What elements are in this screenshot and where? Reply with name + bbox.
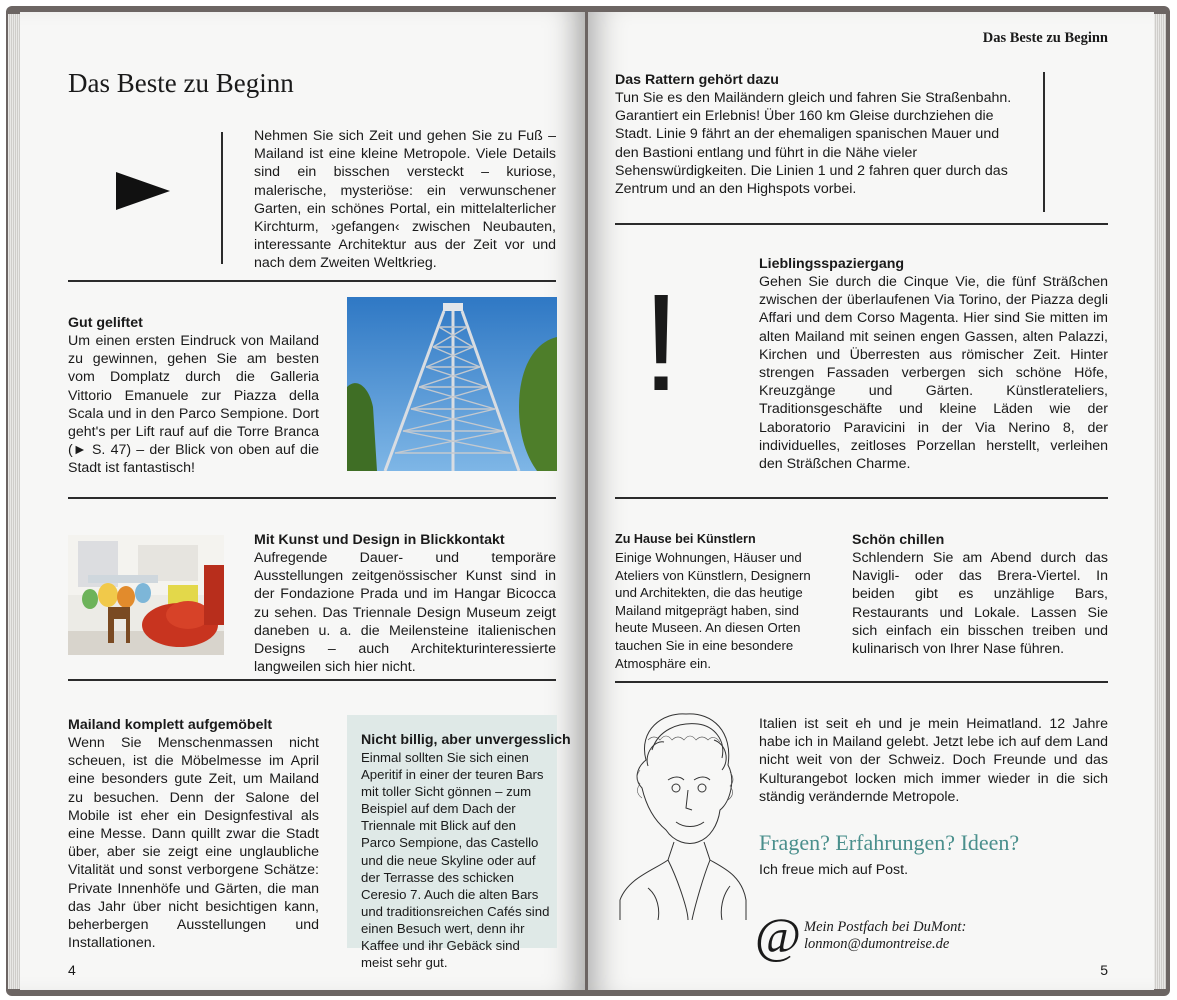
section-rule (615, 223, 1108, 225)
author-text: Italien ist seit eh und je mein Heimatland. 12 Jahre habe ich in Mailand gelebt. Jetzt lebe ich auf dem Land nicht weit von der Schweiz. Doch Freunde und das Kulturangebot locken mich immer wieder in die sich ständig verändernde Metropole. (759, 716, 1108, 805)
lieblings-title: Lieblingsspaziergang (759, 256, 905, 272)
left-page (20, 12, 585, 990)
mail-address-link[interactable]: lonmon@dumontreise.de (804, 936, 950, 952)
page-edges-right (1152, 14, 1166, 989)
mailand-komplett-title: Mailand komplett aufgemöbelt (68, 717, 273, 733)
kuenstler-title: Zu Hause bei Künstlern (615, 532, 756, 546)
author-portrait-sketch (618, 710, 748, 920)
page-number: 5 (1100, 962, 1108, 978)
section-rule (615, 497, 1108, 499)
rattern-text: Tun Sie es den Mailändern gleich und fahren Sie Straßenbahn. Garantiert ein Erlebnis! Über 160 km Gleise durchziehen die Stadt. Linie 9 fährt an der ehemaligen spanischen Mauer und den Bastioni entlang und führt in die Nähe vieler Sehenswürdigkeiten. Die Linien 1 und 2 fahren quer durch das Zentrum und an den Highspots vorbei. (615, 90, 1012, 198)
gut-geliftet-text: Um einen ersten Eindruck von Mailand zu gewinnen, gehen Sie am besten vom Domplatz durch die Galleria Vittorio Emanuele zur Piazza della Scala und in den Parco Sempione. Dort geht's per Lift rauf auf die Torre Branca (► S. 47) – der Blick von oben auf die Stadt ist fantastisch! (68, 333, 319, 477)
kuenstler-text: Einige Wohnungen, Häuser und Ateliers von Künstlern, Designern und Architekten, die das heutige Mailand mitgeprägt haben, sind heute Museen. An diesen Orten tauchen Sie in eine besondere Atmosphäre ein. (615, 550, 811, 671)
section-rule (68, 280, 556, 282)
exclamation-icon: ! (642, 266, 681, 420)
running-head: Das Beste zu Beginn (982, 30, 1108, 46)
design-museum-photo (68, 535, 224, 655)
rattern-title: Das Rattern gehört dazu (615, 72, 779, 88)
intro-text: Nehmen Sie sich Zeit und gehen Sie zu Fuß – Mailand ist eine kleine Metropole. Viele Details sind ein bisschen versteckt – kuriose, malerische, mysteriöse: ein verwunschener Garten, ein schönes Portal, ein mittelalterlicher Kirchturm, ›gefangen‹ zwischen Neubauten, interessante Architektur aus der Zeit vor und nach dem Zweiten Weltkrieg. (254, 128, 556, 272)
nicht-billig-title: Nicht billig, aber unvergesslich (361, 732, 571, 748)
rattern-divider (1043, 72, 1045, 212)
mailand-komplett-text: Wenn Sie Menschenmassen nicht scheuen, ist die Möbelmesse im April eine besonders gute Zeit, um Mailand zu besuchen. Denn der Salone del Mobile ist eher ein Designfestival als eine Messe. Dann quillt zwar die Stadt über, aber sie zeigt eine unglaubliche Vitalität und sonst verborgene Schätze: Private Innenhöfe und Gärten, die man das Jahr über nicht besichtigen kann, beherbergen Ausstellungen und Installationen. (68, 735, 319, 952)
torre-branca-photo (347, 297, 557, 471)
at-icon: @ (755, 907, 802, 963)
kunst-design-title: Mit Kunst und Design in Blickkontakt (254, 532, 505, 548)
section-rule (68, 679, 556, 681)
intro-divider (221, 132, 223, 264)
right-page (588, 12, 1154, 990)
nicht-billig-text: Einmal sollten Sie sich einen Aperitif in einer der teuren Bars mit toller Sicht gönnen – zum Beispiel auf dem Dach der Triennale mit Blick auf den Parco Sempione, das Castello und die neue Skyline oder auf der Terrasse des schicken Ceresio 7. Auch die alten Bars und traditionsreichen Cafés sind einen Besuch wert, denn ihr Kaffee und ihr Gebäck sind meist sehr gut. (361, 750, 550, 971)
lieblings-text: Gehen Sie durch die Cinque Vie, die fünf Sträßchen zwischen der überlaufenen Via Torino, der Piazza degli Affari und dem Corso Magenta. Hier sind Sie mitten im alten Mailand mit seinen engen Gassen, alten Palazzi, Kirchen und Überresten aus römischer Zeit. Hinter strengen Fassaden verbergen sich schöne Höfe, Kreuzgänge und Gärten. Künstlerateliers, Traditionsgeschäfte und kleine Läden wie der Laboratorio Paravicini in der Via Nerino 8, der individuelles, zeitloses Porzellan herstellt, verleihen den Sträßchen Charme. (759, 274, 1108, 473)
page-number: 4 (68, 962, 76, 978)
chillen-title: Schön chillen (852, 532, 945, 548)
cta-heading: Fragen? Erfahrungen? Ideen? (759, 830, 1020, 855)
cta-subline: Ich freue mich auf Post. (759, 862, 909, 878)
page-heading: Das Beste zu Beginn (68, 68, 294, 98)
section-rule (615, 681, 1108, 683)
mail-label: Mein Postfach bei DuMont: (804, 919, 967, 935)
section-rule (68, 497, 556, 499)
play-arrow-icon (116, 172, 170, 210)
chillen-text: Schlendern Sie am Abend durch das Navigli- oder das Brera-Viertel. In beiden gibt es unzählige Bars, Restaurants und Lokale. Lassen Sie sich einfach ein bisschen treiben und kulinarisch von Ihrer Nase führen. (852, 550, 1108, 658)
kunst-design-text: Aufregende Dauer- und temporäre Ausstellungen zeitgenössischer Kunst sind in der Fondazione Prada und im Hangar Bicocca zu sehen. Das Triennale Design Museum zeigt daneben u. a. die Meilensteine italienischen Designs – auch Architekturinteressierte langweilen sich hier nicht. (254, 550, 556, 676)
gut-geliftet-title: Gut geliftet (68, 315, 143, 331)
